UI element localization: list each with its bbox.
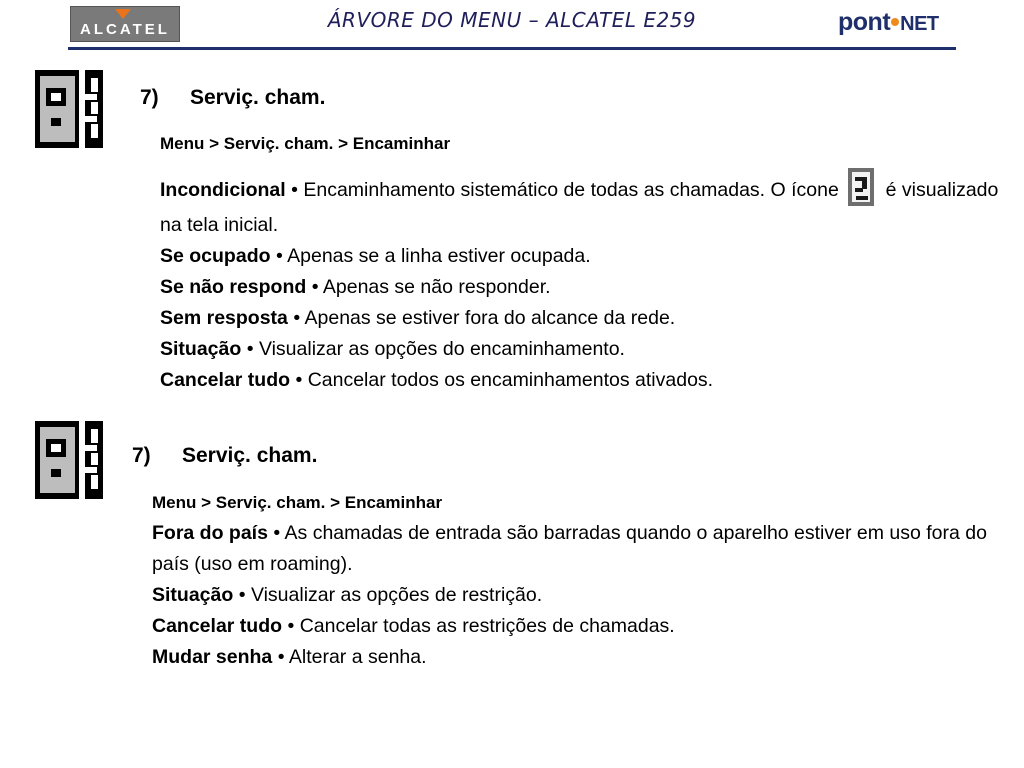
alcatel-logo-text: ALCATEL bbox=[80, 21, 170, 38]
section-heading bbox=[132, 444, 317, 468]
option-term: Incondicional bbox=[160, 179, 286, 201]
option-description: • Apenas se estiver fora do alcance da rede. bbox=[287, 307, 676, 329]
list-item bbox=[152, 611, 992, 642]
option-list bbox=[160, 241, 1020, 396]
option-description: • Alterar a senha. bbox=[272, 646, 427, 668]
option-list bbox=[152, 518, 992, 673]
option-description: • Apenas se a linha estiver ocupada. bbox=[270, 245, 591, 267]
list-item bbox=[160, 241, 1020, 272]
option-term: Cancelar tudo bbox=[152, 615, 283, 637]
option-term: Mudar senha bbox=[152, 646, 273, 668]
list-item bbox=[152, 580, 992, 611]
section-title: Serviç. cham. bbox=[190, 86, 326, 109]
list-item bbox=[152, 518, 992, 580]
list-item bbox=[160, 272, 1020, 303]
option-description: • Cancelar todos os encaminhamentos ativados. bbox=[290, 369, 714, 391]
option-description: • Encaminhamento sistemático de todas as chamadas. O ícone bbox=[285, 179, 845, 201]
option-term: Sem resposta bbox=[160, 307, 288, 329]
list-item bbox=[160, 334, 1020, 365]
list-item bbox=[160, 303, 1020, 334]
section-title: Serviç. cham. bbox=[182, 444, 318, 467]
option-term: Se ocupado bbox=[160, 245, 271, 267]
option-term: Cancelar tudo bbox=[160, 369, 291, 391]
list-item bbox=[160, 365, 1020, 396]
pontonet-logo-text-1: pont bbox=[838, 8, 891, 36]
option-description: • Visualizar as opções do encaminhamento. bbox=[241, 338, 625, 360]
call-forward-indicator-icon bbox=[846, 164, 878, 210]
forwarding-phone-icon bbox=[33, 68, 105, 150]
option-description: • Visualizar as opções de restrição. bbox=[233, 584, 543, 606]
list-item bbox=[152, 642, 992, 673]
header-divider bbox=[68, 47, 956, 50]
option-description: • Apenas se não responder. bbox=[306, 276, 551, 298]
option-term: Fora do país bbox=[152, 522, 268, 544]
option-description: • Cancelar todas as restrições de chamadas. bbox=[282, 615, 675, 637]
pontonet-dot-icon bbox=[891, 18, 899, 26]
pontonet-logo bbox=[838, 8, 939, 38]
section-number: 7) bbox=[140, 86, 159, 109]
option-description: é visualizado na tela inicial. bbox=[160, 179, 999, 236]
option-term: Situação bbox=[152, 584, 234, 606]
breadcrumb: Menu > Serviç. cham. > Encaminhar bbox=[160, 134, 451, 153]
pontonet-logo-text-2: NET bbox=[900, 13, 939, 35]
breadcrumb: Menu > Serviç. cham. > Encaminhar bbox=[152, 493, 443, 512]
option-term: Situação bbox=[160, 338, 242, 360]
page-title: ÁRVORE DO MENU – ALCATEL E259 bbox=[327, 8, 697, 32]
forwarding-phone-icon bbox=[33, 419, 105, 501]
option-term: Se não respond bbox=[160, 276, 307, 298]
section-heading bbox=[140, 86, 325, 110]
incondicional-paragraph bbox=[160, 164, 1020, 241]
option-description: • As chamadas de entrada são barradas quando o aparelho estiver em uso fora do país (uso em roaming). bbox=[152, 522, 987, 575]
section-number: 7) bbox=[132, 444, 151, 467]
